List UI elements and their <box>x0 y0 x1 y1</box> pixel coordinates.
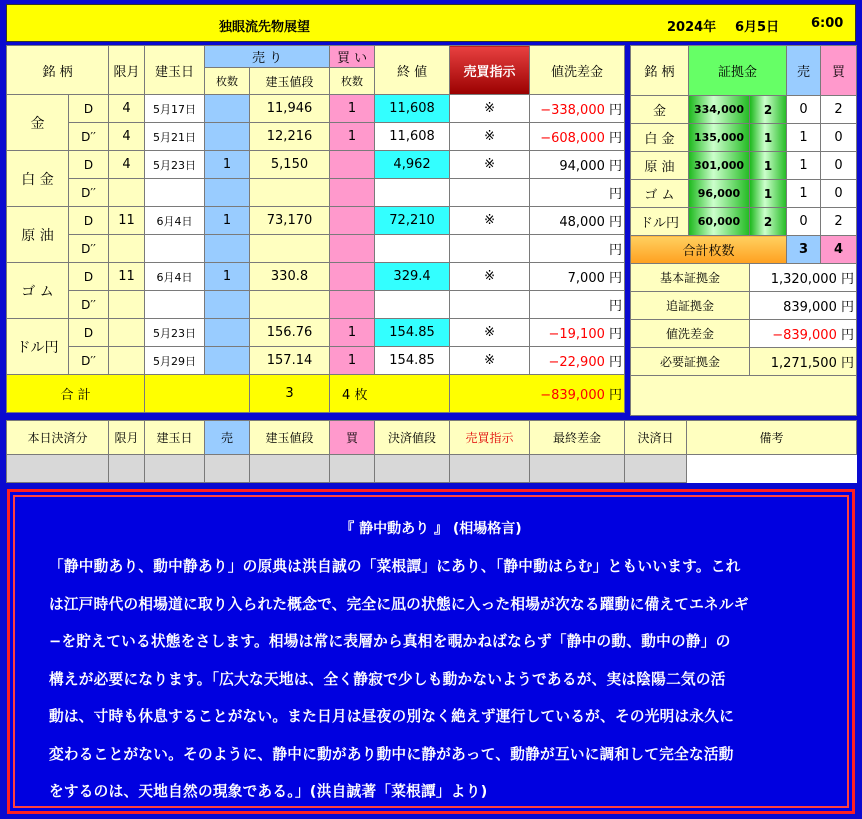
settlement-table <box>6 420 857 483</box>
summary-label: 値洗差金 <box>631 320 750 348</box>
margin-sell-cell: 1 <box>787 152 821 180</box>
settle-header: 本日決済分 <box>7 421 109 455</box>
proverb-line: 動は、寸時も休息することがない。また日月は昼夜の別なく絶えず運行しているが、その光明は永久に <box>49 708 735 725</box>
proverb-panel <box>7 489 855 814</box>
total-sell: 3 <box>250 375 330 413</box>
brand-cell: 原 油 <box>7 207 69 263</box>
open-date-cell: 5月17日 <box>145 95 205 123</box>
order-cell: ※ <box>450 95 530 123</box>
open-price-cell: 73,170 <box>250 207 330 235</box>
open-date-cell <box>145 235 205 263</box>
open-date-cell: 5月21日 <box>145 123 205 151</box>
position-row <box>7 263 625 291</box>
order-cell: ※ <box>450 207 530 235</box>
settle-cell <box>450 455 530 483</box>
settle-header: 建玉値段 <box>250 421 330 455</box>
settle-header: 限月 <box>109 421 145 455</box>
margin-brand-cell: 原 油 <box>631 152 689 180</box>
open-price-cell <box>250 179 330 207</box>
close-price-cell <box>375 291 450 319</box>
summary-value-cell <box>750 320 857 348</box>
month-cell: 4 <box>109 123 145 151</box>
diff-value: 94,000 <box>559 159 605 174</box>
month-cell: 11 <box>109 263 145 291</box>
margin-buy-cell: 2 <box>821 208 857 236</box>
close-price-cell: 11,608 <box>375 95 450 123</box>
margin-count-cell: 2 <box>750 208 787 236</box>
settle-cell <box>109 455 145 483</box>
summary-label: 必要証拠金 <box>631 348 750 376</box>
type-cell: D′′ <box>69 235 109 263</box>
proverb-line: は江戸時代の相場道に取り入られた概念で、完全に凪の状態に入った相場が次なる躍動に備えてエネルギ <box>49 595 749 613</box>
margin-sell-cell: 1 <box>787 180 821 208</box>
type-cell: D <box>69 95 109 123</box>
col-sell-header: 売 り <box>205 46 330 68</box>
col-diff-header: 値洗差金 <box>530 46 625 95</box>
order-cell <box>450 235 530 263</box>
settle-header: 備考 <box>687 421 857 455</box>
position-row <box>7 347 625 375</box>
proverb-line: 「静中動あり、動中静あり」の原典は洪自誠の「菜根譚」にあり、「静中動はらむ」ともいいます。これ <box>49 558 741 575</box>
margin-value-cell: 60,000 <box>689 208 750 236</box>
diff-cell <box>530 123 625 151</box>
margin-row <box>631 152 857 180</box>
proverb-title: 『 静中動あり 』 (相場格言) <box>340 521 522 537</box>
month-cell <box>109 347 145 375</box>
open-price-cell: 330.8 <box>250 263 330 291</box>
summary-row <box>631 292 857 320</box>
brand-cell: 金 <box>7 95 69 151</box>
total-buy: 4 <box>342 388 351 403</box>
month-cell: 4 <box>109 151 145 179</box>
summary-value: −839,000 <box>772 328 837 343</box>
settle-header: 決済日 <box>625 421 687 455</box>
summary-value-cell <box>750 348 857 376</box>
buy-count-cell: 1 <box>330 319 375 347</box>
close-price-cell <box>375 179 450 207</box>
settle-header: 売買指示 <box>450 421 530 455</box>
position-row <box>7 179 625 207</box>
diff-cell <box>530 263 625 291</box>
margin-count-cell: 2 <box>750 96 787 124</box>
proverb-line: −を貯えている状態をさします。相場は常に表層から真相を覗かねばならず「静中の動、動中の静」の <box>49 633 731 650</box>
buy-count-cell <box>330 151 375 179</box>
page-title: 独眼流先物展望 <box>219 20 311 35</box>
margin-blank-cell <box>631 376 857 416</box>
header-date: 6月5日 <box>735 20 780 35</box>
diff-value: 7,000 <box>567 271 605 286</box>
summary-unit: 円 <box>841 272 855 287</box>
sell-count-cell <box>205 235 250 263</box>
margin-value-cell: 301,000 <box>689 152 750 180</box>
settle-header: 決済値段 <box>375 421 450 455</box>
summary-value: 839,000 <box>783 300 837 315</box>
open-price-cell <box>250 235 330 263</box>
sell-count-cell <box>205 95 250 123</box>
brand-cell: ドル円 <box>7 319 69 375</box>
margin-col-sell-header: 売 <box>787 46 821 96</box>
col-buy-header: 買 い <box>330 46 375 68</box>
position-row <box>7 319 625 347</box>
settle-header: 売 <box>205 421 250 455</box>
summary-value: 1,320,000 <box>770 272 837 287</box>
position-row <box>7 123 625 151</box>
order-cell: ※ <box>450 123 530 151</box>
close-price-cell: 72,210 <box>375 207 450 235</box>
diff-unit: 円 <box>609 355 623 370</box>
settle-header: 建玉日 <box>145 421 205 455</box>
diff-unit: 円 <box>609 243 623 258</box>
order-cell: ※ <box>450 151 530 179</box>
month-cell <box>109 291 145 319</box>
col-open-date-header: 建玉日 <box>145 46 205 95</box>
margin-sell-cell: 1 <box>787 124 821 152</box>
margin-sell-cell: 0 <box>787 208 821 236</box>
diff-value: 48,000 <box>559 215 605 230</box>
diff-cell <box>530 235 625 263</box>
title-bar <box>6 4 856 42</box>
margin-table <box>630 45 857 416</box>
col-order-header: 売買指示 <box>450 46 530 95</box>
settle-cell <box>625 455 687 483</box>
type-cell: D′′ <box>69 179 109 207</box>
margin-brand-cell: ゴ ム <box>631 180 689 208</box>
open-price-cell: 12,216 <box>250 123 330 151</box>
margin-value-cell: 334,000 <box>689 96 750 124</box>
total-diff-cell <box>450 375 625 413</box>
sell-count-cell: 1 <box>205 263 250 291</box>
position-row <box>7 235 625 263</box>
total-label: 合 計 <box>7 375 145 413</box>
col-open-price-header: 建玉値段 <box>250 68 330 95</box>
order-cell: ※ <box>450 263 530 291</box>
sell-count-cell <box>205 347 250 375</box>
close-price-cell <box>375 235 450 263</box>
order-cell: ※ <box>450 319 530 347</box>
margin-row <box>631 180 857 208</box>
month-cell: 11 <box>109 207 145 235</box>
order-cell <box>450 291 530 319</box>
buy-count-cell <box>330 263 375 291</box>
diff-value: −338,000 <box>540 103 605 118</box>
margin-row <box>631 124 857 152</box>
diff-value: −19,100 <box>548 327 605 342</box>
margin-brand-cell: 金 <box>631 96 689 124</box>
margin-col-margin-header: 証拠金 <box>689 46 787 96</box>
col-close-header: 終 値 <box>375 46 450 95</box>
type-cell: D <box>69 207 109 235</box>
col-sell-count-header: 枚数 <box>205 68 250 95</box>
order-cell: ※ <box>450 347 530 375</box>
month-cell <box>109 179 145 207</box>
open-date-cell: 6月4日 <box>145 263 205 291</box>
brand-cell: ゴ ム <box>7 263 69 319</box>
open-date-cell: 5月23日 <box>145 151 205 179</box>
margin-total-sell: 3 <box>787 236 821 264</box>
buy-count-cell <box>330 179 375 207</box>
diff-unit: 円 <box>609 187 623 202</box>
settle-cell <box>205 455 250 483</box>
total-spacer <box>145 375 250 413</box>
buy-count-cell: 1 <box>330 347 375 375</box>
margin-buy-cell: 2 <box>821 96 857 124</box>
diff-cell <box>530 95 625 123</box>
brand-cell: 白 金 <box>7 151 69 207</box>
col-brand-header: 銘 柄 <box>7 46 109 95</box>
settle-cell <box>375 455 450 483</box>
summary-value-cell <box>750 292 857 320</box>
diff-cell <box>530 347 625 375</box>
margin-value-cell: 135,000 <box>689 124 750 152</box>
settle-cell <box>250 455 330 483</box>
diff-cell <box>530 291 625 319</box>
diff-unit: 円 <box>609 327 623 342</box>
sell-count-cell <box>205 179 250 207</box>
total-unit: 枚 <box>354 388 368 403</box>
settle-cell <box>530 455 625 483</box>
position-row <box>7 95 625 123</box>
margin-total-buy: 4 <box>821 236 857 264</box>
diff-value: −608,000 <box>540 131 605 146</box>
proverb-line: 構えが必要になります。「広大な天地は、全く静寂で少しも動かないようであるが、実は陰陽二気の活 <box>49 670 726 688</box>
sell-count-cell <box>205 291 250 319</box>
margin-buy-cell: 0 <box>821 180 857 208</box>
margin-count-cell: 1 <box>750 152 787 180</box>
diff-cell <box>530 207 625 235</box>
type-cell: D′′ <box>69 291 109 319</box>
settle-cell <box>145 455 205 483</box>
diff-unit: 円 <box>609 271 623 286</box>
margin-row <box>631 96 857 124</box>
open-date-cell <box>145 291 205 319</box>
close-price-cell: 4,962 <box>375 151 450 179</box>
settle-header: 最終差金 <box>530 421 625 455</box>
total-buy-cell <box>330 375 450 413</box>
summary-unit: 円 <box>841 356 855 371</box>
position-row <box>7 291 625 319</box>
total-diff-unit: 円 <box>609 388 623 403</box>
header-time: 6:00 <box>811 16 844 31</box>
settle-cell <box>330 455 375 483</box>
month-cell <box>109 235 145 263</box>
margin-count-cell: 1 <box>750 124 787 152</box>
margin-col-buy-header: 買 <box>821 46 857 96</box>
col-month-header: 限月 <box>109 46 145 95</box>
month-cell <box>109 319 145 347</box>
summary-unit: 円 <box>841 328 855 343</box>
buy-count-cell <box>330 235 375 263</box>
buy-count-cell: 1 <box>330 123 375 151</box>
margin-col-brand-header: 銘 柄 <box>631 46 689 96</box>
summary-unit: 円 <box>841 300 855 315</box>
margin-brand-cell: ドル円 <box>631 208 689 236</box>
sell-count-cell: 1 <box>205 207 250 235</box>
sell-count-cell <box>205 319 250 347</box>
proverb-line: をするのは、天地自然の現象である。」(洪自誠著「菜根譚」より) <box>49 783 488 800</box>
open-price-cell: 156.76 <box>250 319 330 347</box>
diff-unit: 円 <box>609 215 623 230</box>
col-buy-count-header: 枚数 <box>330 68 375 95</box>
margin-count-cell: 1 <box>750 180 787 208</box>
summary-row <box>631 320 857 348</box>
diff-unit: 円 <box>609 299 623 314</box>
close-price-cell: 11,608 <box>375 123 450 151</box>
diff-cell <box>530 151 625 179</box>
settle-cell <box>7 455 109 483</box>
open-price-cell: 157.14 <box>250 347 330 375</box>
diff-unit: 円 <box>609 131 623 146</box>
total-diff: −839,000 <box>540 388 605 403</box>
close-price-cell: 154.85 <box>375 347 450 375</box>
type-cell: D <box>69 319 109 347</box>
position-row <box>7 207 625 235</box>
month-cell: 4 <box>109 95 145 123</box>
summary-row <box>631 348 857 376</box>
sell-count-cell: 1 <box>205 151 250 179</box>
header-year: 2024年 <box>667 20 717 35</box>
open-date-cell: 5月29日 <box>145 347 205 375</box>
position-row <box>7 151 625 179</box>
open-price-cell <box>250 291 330 319</box>
buy-count-cell <box>330 207 375 235</box>
margin-buy-cell: 0 <box>821 124 857 152</box>
open-date-cell: 5月23日 <box>145 319 205 347</box>
summary-value: 1,271,500 <box>770 356 837 371</box>
diff-cell <box>530 179 625 207</box>
summary-value-cell <box>750 264 857 292</box>
order-cell <box>450 179 530 207</box>
margin-total-label: 合計枚数 <box>631 236 787 264</box>
summary-label: 追証拠金 <box>631 292 750 320</box>
close-price-cell: 329.4 <box>375 263 450 291</box>
position-table <box>6 45 625 413</box>
diff-value: −22,900 <box>548 355 605 370</box>
type-cell: D <box>69 151 109 179</box>
open-price-cell: 11,946 <box>250 95 330 123</box>
diff-cell <box>530 319 625 347</box>
type-cell: D′′ <box>69 123 109 151</box>
summary-row <box>631 264 857 292</box>
margin-row <box>631 208 857 236</box>
margin-sell-cell: 0 <box>787 96 821 124</box>
diff-unit: 円 <box>609 159 623 174</box>
proverb-line: 変わることがない。そのように、静中に動があり動中に静があって、動静が互いに調和して完全な活動 <box>49 745 734 763</box>
buy-count-cell <box>330 291 375 319</box>
open-date-cell: 6月4日 <box>145 207 205 235</box>
margin-value-cell: 96,000 <box>689 180 750 208</box>
summary-label: 基本証拠金 <box>631 264 750 292</box>
sell-count-cell <box>205 123 250 151</box>
open-date-cell <box>145 179 205 207</box>
settle-header: 買 <box>330 421 375 455</box>
open-price-cell: 5,150 <box>250 151 330 179</box>
type-cell: D′′ <box>69 347 109 375</box>
margin-buy-cell: 0 <box>821 152 857 180</box>
margin-brand-cell: 白 金 <box>631 124 689 152</box>
close-price-cell: 154.85 <box>375 319 450 347</box>
buy-count-cell: 1 <box>330 95 375 123</box>
type-cell: D <box>69 263 109 291</box>
diff-unit: 円 <box>609 103 623 118</box>
